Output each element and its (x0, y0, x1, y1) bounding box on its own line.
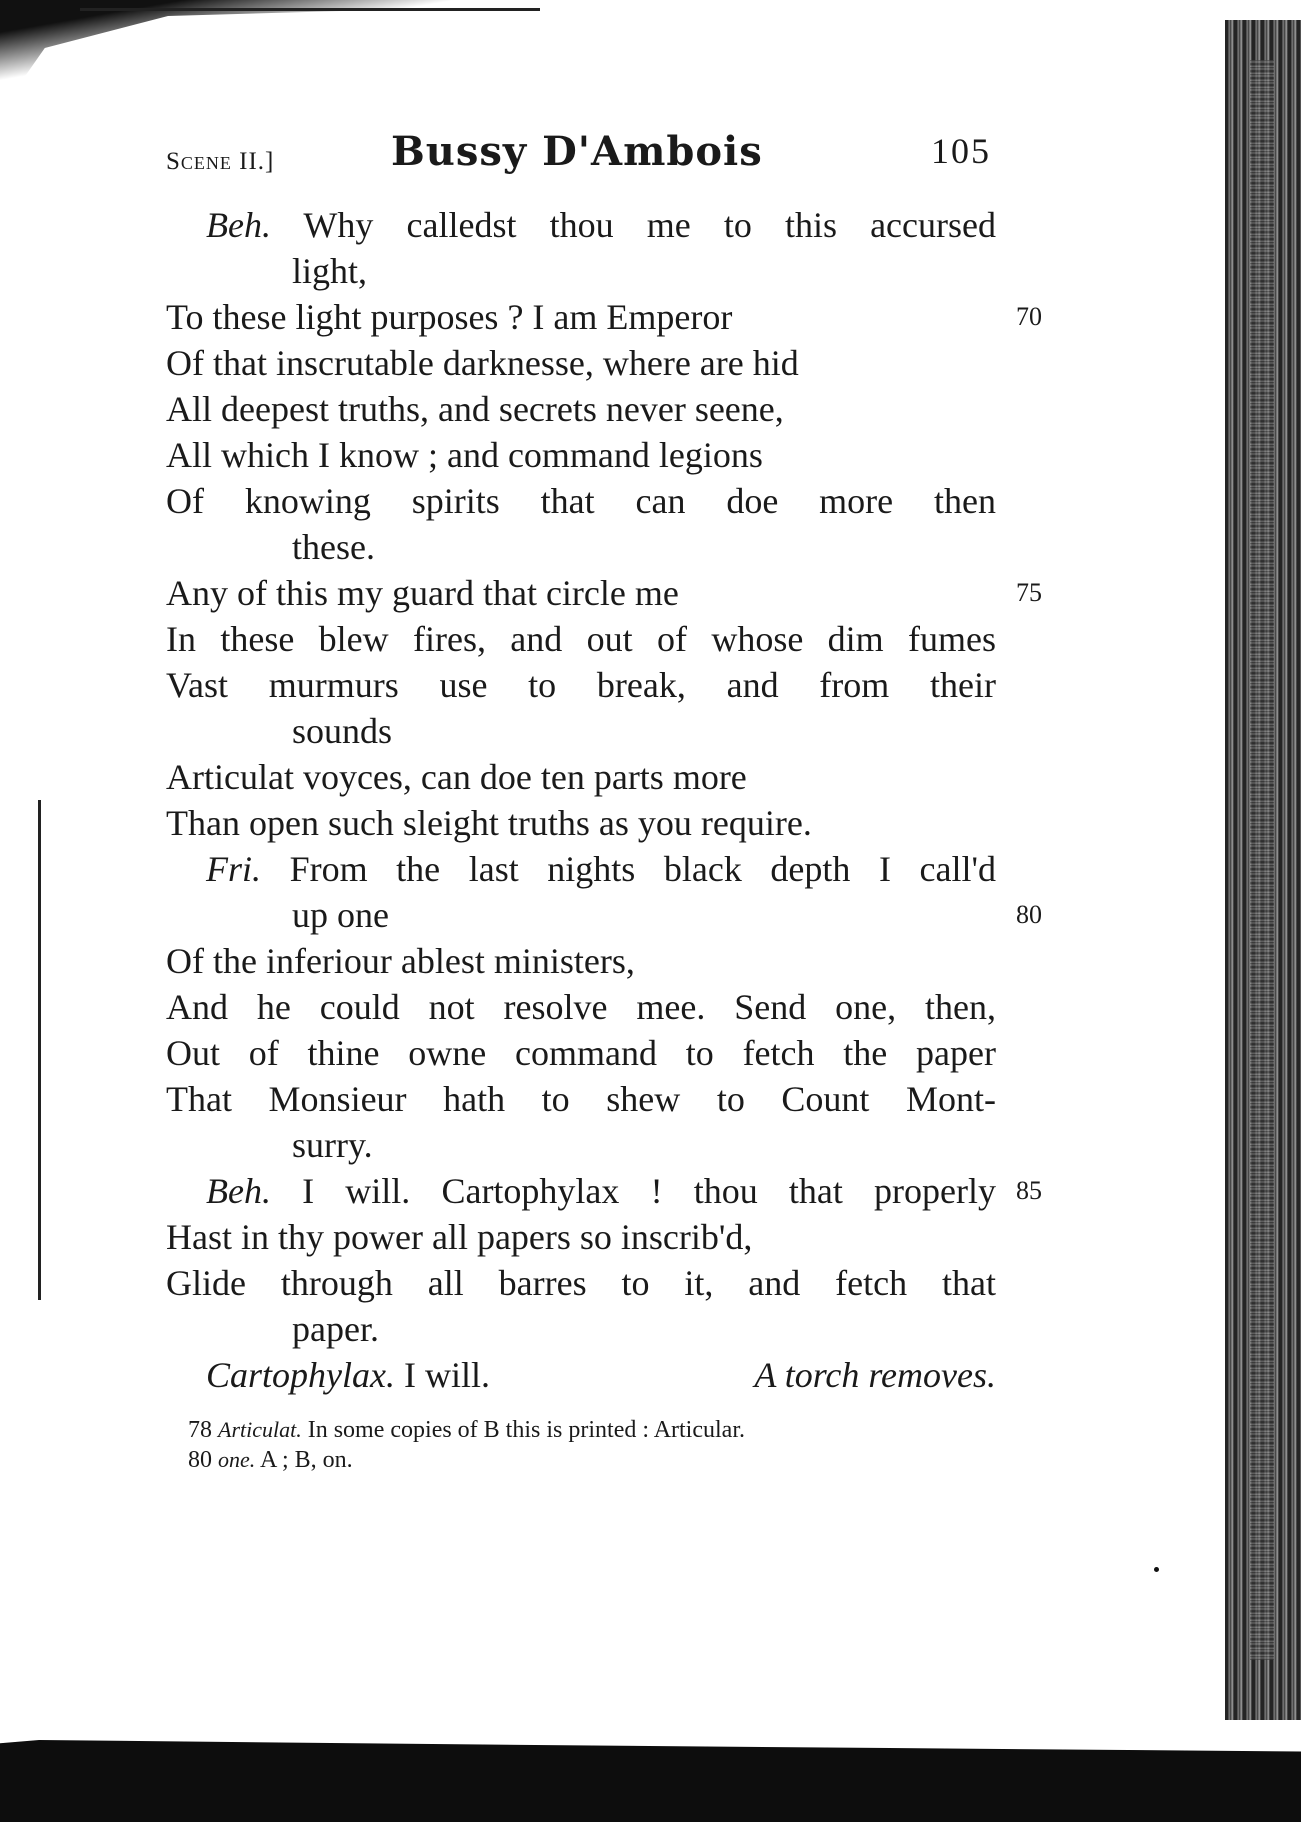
verse-line: In these blew fires, and out of whose dim fumes (166, 619, 996, 659)
verse-line-continuation: up one (292, 895, 389, 935)
speaker-name: Beh. (206, 205, 271, 245)
line-number: 80 (1016, 900, 1042, 929)
verse-line: Any of this my guard that circle me (166, 573, 679, 613)
verse-line-continuation: sounds (292, 711, 393, 751)
scan-shadow-bottom (0, 1740, 1301, 1822)
verse-line: Beh. I will. Cartophylax ! thou that properly (206, 1171, 996, 1211)
verse-line-continuation: light, (292, 251, 368, 291)
scan-speck (1154, 1567, 1159, 1572)
footnote-text: In some copies of B this is printed : Articular. (307, 1417, 745, 1443)
stage-direction: A torch removes. (754, 1355, 996, 1395)
speaker-name: Fri. (206, 849, 262, 889)
scan-book-edge-texture (1250, 60, 1274, 1660)
verse-line: And he could not resolve mee. Send one, then, (166, 987, 996, 1027)
footnote (188, 1415, 1008, 1445)
footnote-line-number: 78 (188, 1417, 212, 1443)
verse-line: All which I know ; and command legions (166, 435, 763, 475)
footnote-lemma: one. (218, 1447, 256, 1472)
line-number: 85 (1016, 1176, 1042, 1205)
verse-line-continuation: surry. (292, 1125, 373, 1165)
verse-line: Than open such sleight truths as you require. (166, 803, 812, 843)
page-number: 105 (931, 131, 991, 171)
scan-rule-top (80, 8, 540, 11)
play-title: Bussy D'Ambois (391, 128, 763, 175)
verse-line: Out of thine owne command to fetch the paper (166, 1033, 996, 1073)
line-number: 70 (1016, 302, 1042, 331)
verse-line: All deepest truths, and secrets never seene, (166, 389, 784, 429)
verse-line-continuation: paper. (292, 1309, 379, 1349)
scan-shadow-top-left (0, 0, 560, 80)
verse-line: Articulat voyces, can doe ten parts more (166, 757, 747, 797)
footnotes (188, 1415, 1008, 1475)
verse-line-continuation: these. (292, 527, 375, 567)
verse-line: Of knowing spirits that can doe more then (166, 481, 996, 521)
scan-margin-mark (38, 800, 41, 1300)
verse-line: Beh. Why calledst thou me to this accursed (206, 205, 996, 245)
verse-line: Vast murmurs use to break, and from their (166, 665, 996, 705)
verse-line: Fri. From the last nights black depth I call'd (206, 849, 996, 889)
speaker-name: Cartophylax. (206, 1355, 395, 1395)
footnote-line-number: 80 (188, 1447, 212, 1473)
verse-line: To these light purposes ? I am Emperor (166, 297, 733, 337)
footnote (188, 1445, 1008, 1475)
footnote-lemma: Articulat. (218, 1417, 302, 1442)
running-head (166, 128, 996, 188)
line-number: 75 (1016, 578, 1042, 607)
speaker-name: Beh. (206, 1171, 271, 1211)
verse-line: Of the inferiour ablest ministers, (166, 941, 635, 981)
verse-line: Hast in thy power all papers so inscrib'd, (166, 1217, 753, 1257)
verse-line: Cartophylax. I will. A torch removes. (206, 1352, 996, 1398)
footnote-text: A ; B, on. (259, 1447, 353, 1473)
scene-label: Scene II.] (166, 148, 275, 175)
verse-line: That Monsieur hath to shew to Count Mont- (166, 1079, 996, 1119)
verse-line: Glide through all barres to it, and fetch that (166, 1263, 996, 1303)
verse-line: Of that inscrutable darknesse, where are hid (166, 343, 799, 383)
